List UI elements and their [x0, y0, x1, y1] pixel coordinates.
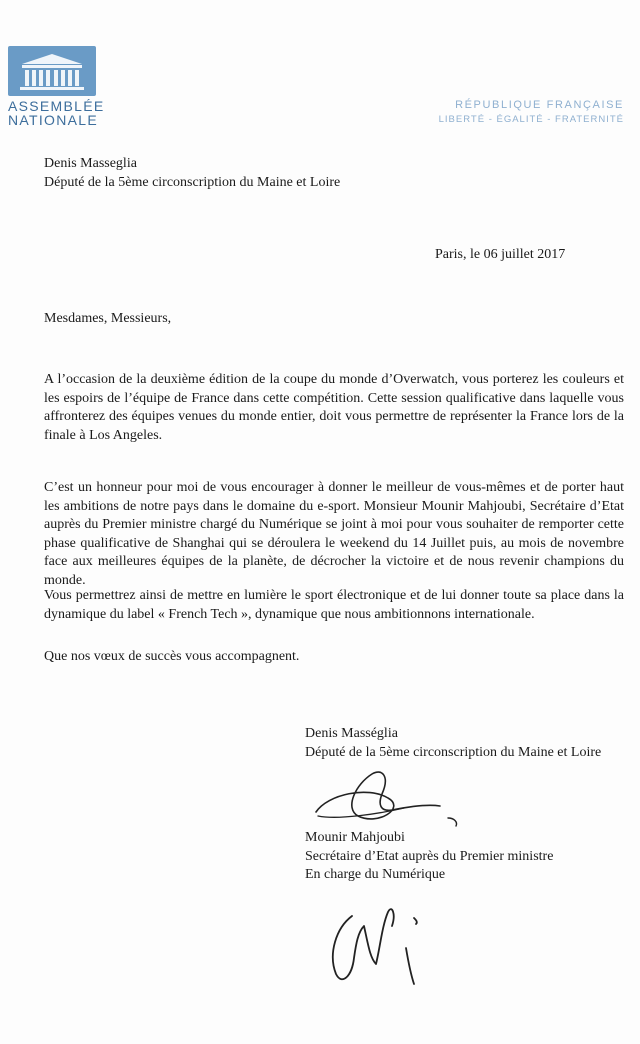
parliament-building-icon: [8, 46, 96, 96]
signatory-block: [305, 829, 553, 885]
signatory-block: [305, 725, 601, 762]
handwritten-signature-2: [322, 892, 442, 992]
republic-header: [439, 98, 624, 126]
signatory-title: Député de la 5ème circonscription du Maine et Loire: [305, 744, 602, 760]
signatory-name: Denis Masséglia: [305, 726, 398, 741]
sender-title: Député de la 5ème circonscription du Maine et Loire: [44, 174, 341, 190]
republic-motto: LIBERTÉ - ÉGALITÉ - FRATERNITÉ: [438, 114, 624, 125]
assemblee-nationale-logo: [8, 46, 105, 128]
closing-line: Que nos vœux de succès vous accompagnent.: [44, 649, 300, 664]
sender-name: Denis Masseglia: [44, 156, 137, 171]
salutation: Mesdames, Messieurs,: [44, 311, 172, 326]
logo-line-1: ASSEMBLÉE: [8, 98, 105, 114]
sender-block: [44, 155, 340, 192]
logo-line-2: NATIONALE: [8, 112, 99, 128]
paragraph: C’est un honneur pour moi de vous encourager à donner le meilleur de vous-mêmes et de porter haut les ambitions de notre pays dans le domaine du e-sport. Monsieur Mounir Mahjoubi, Secrétaire d’Etat auprès du Premier ministre chargé du Numérique se joint à moi pour vous souhaiter de remporter cette phase qualificative de Shanghai qui se déroulera le weekend du 14 Juillet puis, au mois de novembre face aux meilleures équipes de la planète, de décrocher la victoire et de nous revenir champions du monde.: [44, 480, 624, 588]
date-line: Paris, le 06 juillet 2017: [435, 247, 566, 262]
paragraph: A l’occasion de la deuxième édition de la coupe du monde d’Overwatch, vous porterez les couleurs et les espoirs de l’équipe de France dans cette compétition. Cette session qualificative dans laquelle vous affronterez des équipes venues du monde entier, doit vous permettre de représenter la France lors de la finale à Los Angeles.: [44, 372, 624, 443]
signatory-title-2: En charge du Numérique: [305, 867, 446, 882]
signatory-name: Mounir Mahjoubi: [305, 830, 405, 845]
republic-title: RÉPUBLIQUE FRANÇAISE: [455, 99, 624, 111]
signatory-title: Secrétaire d’Etat auprès du Premier ministre: [305, 848, 554, 864]
handwritten-signature-1: [308, 764, 468, 836]
paragraph: Vous permettrez ainsi de mettre en lumière le sport électronique et de lui donner toute sa place dans la dynamique du label « French Tech », dynamique que nous ambitionnons internationale.: [44, 588, 624, 622]
